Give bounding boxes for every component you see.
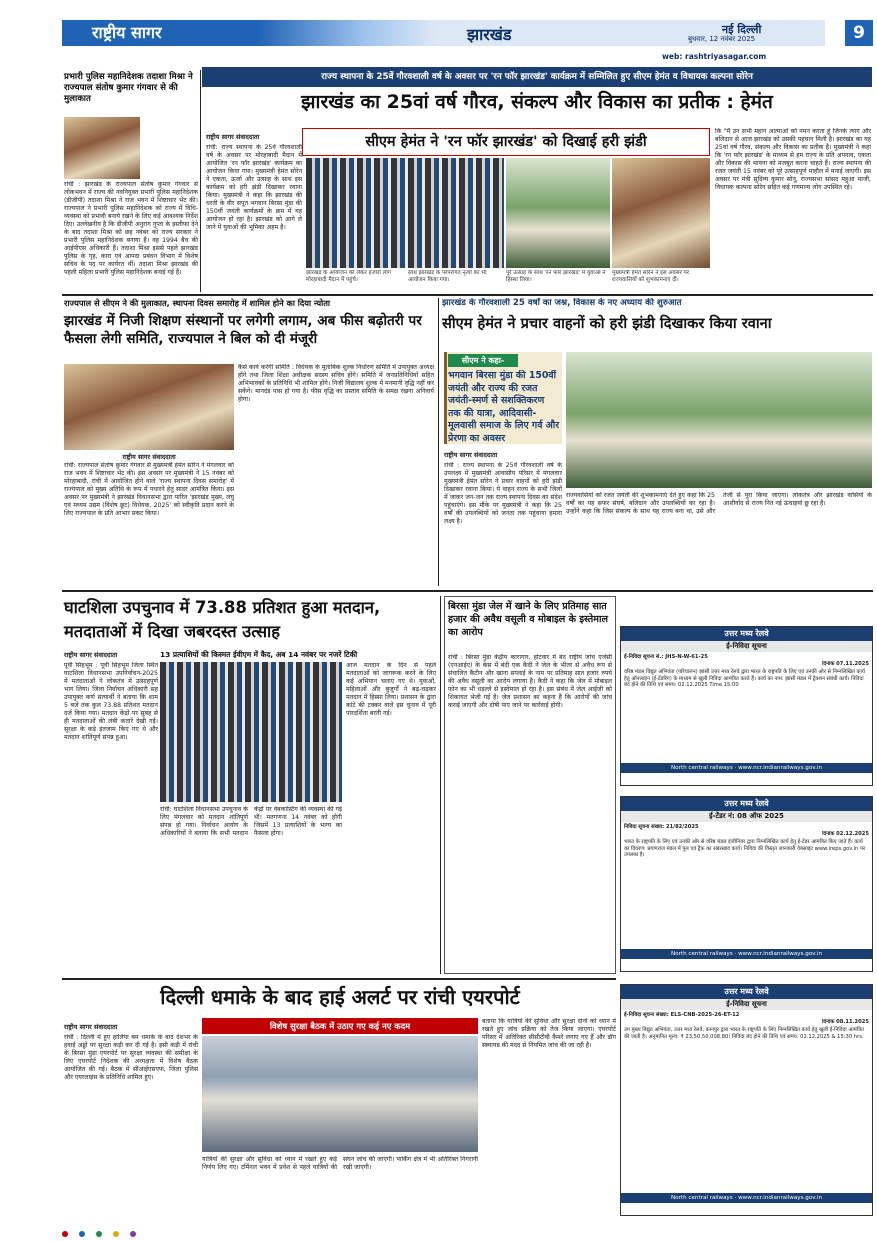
brand-logo: राष्ट्रीय सागर [62,20,257,46]
railway-ad-1-footer[interactable]: North central railways · www.ncr.indianrailways.gov.in [621,763,872,773]
ghatshila-body: पूर्वी सिंहभूम : पूर्वी सिंहभूम जिला स्थित घाटशिला विधानसभा उपनिर्वाचन-2025 में मतदाताओं ने लोकतंत्र में उत्साहपूर्ण भाग लिया। जिला निर्वाचन अधिकारी सह उपायुक्त कर्ण सत्यार्थी ने बताया कि शाम 5 बजे तक कुल 73.88 प्रतिशत मतदान दर्ज किया गया। मतदान केंद्रों पर सुबह से ही मतदाताओं की लंबी कतारें देखी गईं। सुरक्षा के कड़े इंतजाम किए गए थे और मतदान शांतिपूर्ण संपन्न हुआ। [64,662,158,741]
governor-body-left: रांची: राज्यपाल संतोष कुमार गंगवार से मुख्यमंत्री हेमंत सोरेन ने मंगलवार को राज भवन में शिष्टाचार भेंट की। इस अवसर पर मुख्यमंत्री ने 15 नवंबर को मोरहाबादी, रांची में आयोजित होने वाले 'राज्य स्थापना दिवस समारोह' में राज्यपाल को मुख्य अतिथि के रूप में पधारने हेतु सादर आमंत्रित किया। इस अवसर पर मुख्यमंत्री ने झारखंड विधानसभा द्वारा पारित 'झारखंड मुख्य, लघु एवं मध्यम उद्यम (विशेष छूट) विधेयक, 2025' को स्वीकृति प्रदान करने के लिए राज्यपाल के प्रति आभार प्रकट किया। [64,462,234,517]
vehicles-headline: सीएम हेमंत ने प्रचार वाहनों को हरी झंडी दिखाकर किया रवाना [442,315,772,332]
railway-ad-3 [620,984,873,1216]
airport-body: रांची : दिल्ली में हुए हालिया बम धमाके के बाद देशभर के हवाई अड्डों पर सुरक्षा कड़ी कर दी गई है। इसी कड़ी में रांची के बिरसा मुंडा एयरपोर्ट पर सुरक्षा व्यवस्था की समीक्षा के लिए एयरपोर्ट निदेशक की अध्यक्षता में विशेष बैठक आयोजित की गई। बैठक में सीआईएसएफ, जिला पुलिस और एयरलाइंस के प्रतिनिधि शामिल हुए। [64,1034,198,1081]
airport-byline: राष्ट्रीय सागर संवाददाता [64,1023,118,1031]
column-divider [440,596,441,974]
lead-caption-2: साथ झारखंड के परंपरागत नृत्यों का भी आयोजन किया गया। [408,270,487,283]
railway-ad-3-title: ई-निविदा सूचना [621,999,872,1010]
section-rule [62,590,873,592]
footer-dot [113,1231,119,1237]
railway-ad-1-date: दिनांक 07.11.2025 [822,660,869,667]
section-title: झारखंड [467,25,512,44]
column-divider [200,70,201,292]
vehicles-byline: राष्ट्रीय सागर संवाददाता [444,451,498,459]
edition-date: बुधवार, 12 नवंबर 2025 [688,35,756,43]
railway-ad-1-notice-no: ई-निविदा सूचना सं.: JHS-N-W-61-25 [624,654,708,660]
lead-photo-crowd [306,158,504,268]
birsa-jail-body: रांची : बिरसा मुंडा केंद्रीय कारागार, होटवार में बंद राष्ट्रीय जांच एजेंसी (एनआईए) के केस में बंदी एक कैदी ने जेल के भीतर से अवैध रूप से संचालित कैंटीन और खाना सप्लाई के नाम पर प्रतिमाह सात हजार रुपये की अवैध वसूली का आरोप लगाया है। कैदी ने कहा कि जेल में मोबाइल फोन का भी धड़ल्ले से इस्तेमाल हो रहा है। इस संबंध में जेल आईजी को शिकायत भेजी गई है। जेल प्रशासन का कहना है कि आरोपों की जांच कराई जाएगी और दोषी पाए जाने पर कार्रवाई होगी। [448,654,612,709]
airport-body-mid: यात्रियों की सुरक्षा और सुविधा को ध्यान में रखते हुए कई निर्णय लिए गए। टर्मिनल भवन में प्रवेश से पहले यात्रियों की सघन जांच की जाएगी। पार्किंग क्षेत्र में भी अतिरिक्त निगरानी रखी जाएगी। [202,1156,478,1171]
railway-ad-1 [620,626,873,786]
lead-caption-4: मुख्यमंत्री हेमंत सोरेन ने इस अवसर पर राज्यवासियों को शुभकामनाएं दीं। [612,270,690,283]
page-number: 9 [845,20,873,46]
lead-subheadline: सीएम हेमंत ने 'रन फॉर झारखंड' को दिखाई हरी झंडी [365,134,647,150]
governor-headline: झारखंड में निजी शिक्षण संस्थानों पर लगेगी लगाम, अब फीस बढ़ोतरी पर फैसला लेगी समिति, राज्यपाल ने बिल को दी मंजूरी [64,313,422,347]
railway-ad-3-org: उत्तर मध्य रेलवे [621,985,872,999]
governor-photo [64,364,234,450]
railway-ad-1-title: ई-निविदा सूचना [621,641,872,652]
footer-dot [96,1231,102,1237]
ghatshila-photo-banner: 13 प्रत्याशियों की किस्मत ईवीएम में कैद, अब 14 नवंबर पर नजरें टिकी [160,650,358,659]
railway-ad-2-title: ई-टेंडर नं: 08 ऑफ 2025 [621,811,872,822]
dgp-story-photo [64,117,140,179]
vehicles-quote: भगवान बिरसा मुंडा की 150वीं जयंती और राज्य की रजत जयंती-स्मर्ण से सशक्तिकरण तक की यात्रा, आदिवासी-मूलवासी समाज के लिए गर्व और प्रेरणा का अवसर [448,370,560,444]
railway-ad-1-org: उत्तर मध्य रेलवे [621,627,872,641]
railway-ad-2-footer[interactable]: North central railways · www.ncr.indianrailways.gov.in [621,949,872,959]
railway-ad-2 [620,796,873,972]
footer-dot [79,1231,85,1237]
lead-caption-1: झारखंड के आयोजन को लेकर हजारों लोग मोरहाबादी मैदान में पहुंचे। [306,270,391,283]
vehicles-kicker: झारखंड के गौरवशाली 25 वर्षों का जश्न, विकास के नए अध्याय की शुरुआत [442,298,682,308]
railway-ad-2-org: उत्तर मध्य रेलवे [621,797,872,811]
vehicles-body-right: राज्यवासियों को रजत जयंती की शुभकामनाएं देते हुए कहा कि 25 वर्षों का यह सफर संघर्ष, बलिदान और उपलब्धियों का रहा है। उन्होंने कहा कि जिस संकल्प के साथ यह राज्य बना था, उसे और तेजी से पूरा किया जाएगा। लोकतंत्र और झारखंड वासियों के आशीर्वाद से राज्य नित नई ऊंचाइयां छू रहा है। [566,492,872,515]
airport-photo-banner: विशेष सुरक्षा बैठक में उठाए गए कई नए कदम [202,1018,478,1034]
railway-ad-3-footer[interactable]: North central railways · www.ncr.indianrailways.gov.in [621,1193,872,1203]
airport-body-right: बताया कि यात्रियों की सुविधा और सुरक्षा दोनों को ध्यान में रखते हुए जांच प्रक्रिया को तेज किया जाएगा। एयरपोर्ट परिसर में अतिरिक्त सीसीटीवी कैमरे लगाए गए हैं और डॉग स्क्वायड की मदद से नियमित जांच की जा रही है। [482,1018,616,1049]
section-rule [62,294,873,296]
governor-kicker: राज्यपाल से सीएम ने की मुलाकात, स्थापना दिवस समारोह में शामिल होने का दिया न्योता [64,298,331,308]
ghatshila-byline: राष्ट्रीय सागर संवाददाता [64,651,118,659]
lead-tag-banner: राज्य स्थापना के 25वें गौरवशाली वर्ष के अवसर पर 'रन फॉर झारखंड' कार्यक्रम में सम्मिलित हुए सीएम हेमंत व विधायक कल्पना सोरेन [202,67,872,87]
ghatshila-headline: घाटशिला उपचुनाव में 73.88 प्रतिशत हुआ मतदान, मतदाताओं में दिखा जबरदस्त उत्साह [64,598,381,641]
section-rule [62,978,616,980]
lead-caption-3: पूरे उत्साह के साथ 'रन फॉर झारखंड' में युवाओं ने हिस्सा लिया। [506,270,606,283]
airport-meeting-photo [202,1036,478,1152]
railway-ad-3-notice-no: ई-निविदा सूचना संख्या: ELS-CNB-2025-26-ET-12 [624,1012,740,1018]
ghatshila-body-right: आज मतदान के दिन से पहले मतदाताओं को जागरूक करने के लिए कई अभियान चलाए गए थे। युवाओं, महिलाओं और बुजुर्गों ने बढ़-चढ़कर मतदान में हिस्सा लिया। प्रशासन के द्वारा कांटे की टक्कर वाले इस चुनाव में पूरी पारदर्शिता बरती गई। [346,662,436,717]
railway-ad-2-notice-no: निविदा सूचना संख्या: 21/82/2025 [624,824,699,830]
lead-headline: झारखंड का 25वां वर्ष गौरव, संकल्प और विकास का प्रतीक : हेमंत [301,91,773,113]
governor-body-right: कैसे कार्य करेगी समिति : विधेयक के मुताबिक शुल्क निर्धारण समिति में उपायुक्त अध्यक्ष होंगे तथा जिला शिक्षा अधीक्षक सदस्य सचिव होंगे। समिति में जनप्रतिनिधियों सहित अभिभावकों के प्रतिनिधि भी शामिल होंगे। निजी विद्यालय शुल्क में मनमानी वृद्धि नहीं कर सकेंगे। मानदंड पास हो गया है। फीस वृद्धि का प्रस्ताव समिति के समक्ष रखना अनिवार्य होगा। [238,364,434,403]
railway-ad-2-date: दिनांक 02.12.2025 [822,830,869,837]
website-link[interactable]: web: rashtriyasagar.com [662,52,767,61]
lead-byline: राष्ट्रीय सागर संवाददाता [206,133,260,141]
masthead [62,20,877,64]
birsa-jail-headline: बिरसा मुंडा जेल में खाने के लिए प्रतिमाह सात हजार की अवैध वसूली व मोबाइल के इस्तेमाल का आरोप [448,601,608,638]
lead-right-column: कि "मैं उन सभी महान आत्माओं को नमन करता हूं जिनके त्याग और बलिदान से आज झारखंड को उसकी पहचान मिली है। झारखंड का यह 25वां वर्ष गौरव, संकल्प और विकास का प्रतीक है। मुख्यमंत्री ने कहा कि 'रन फॉर झारखंड' के माध्यम से हम राज्य के प्रति अपनत्व, एकता और विकास की भावना को मजबूत करना चाहते हैं। राज्य स्थापना की रजत जयंती 15 नवंबर को पूरे उत्साहपूर्ण माहौल में मनाई जाएगी। इस अवसर पर मंत्री सुदिव्य कुमार सोनू, राज्यसभा सांसद महुआ माजी, विधायक कल्पना सोरेन सहित कई गणमान्य लोग उपस्थित रहे। [715,128,871,191]
dgp-story-headline: प्रभारी पुलिस महानिदेशक तदाशा मिश्रा ने राज्यपाल संतोष कुमार गंगवार से की मुलाकात [64,72,193,104]
ghatshila-photo [160,662,342,802]
lead-photo-run [506,158,610,268]
dgp-story-body: रांची : झारखंड के राज्यपाल संतोष कुमार गंगवार से लोकभवन में राज्य की नवनियुक्त प्रभारी पुलिस महानिदेशक (डीजीपी) तदाशा मिश्रा ने राज भवन में शिष्टाचार भेंट की। राज्यपाल ने प्रभारी पुलिस महानिदेशक को राज्य में विधि-व्यवस्था को प्रभावी बनाये रखने के लिए कई आवश्यक निर्देश दिए। उल्लेखनीय है कि डीजीपी अनुराग गुप्ता के इस्तीफा देने के बाद तदाशा मिश्रा को छह नवंबर को राज्य सरकार ने प्रभारी पुलिस महानिदेशक बनाया है। वह 1994 बैच की आईपीएस अधिकारी हैं। तदाशा मिश्रा इससे पहले झारखंड पुलिस के गृह, कारा एवं आपदा प्रबंधन विभाग में विशेष सचिव के पद पर कार्यरत थीं। तदाशा मिश्रा झारखंड की पहली महिला प्रभारी पुलिस महानिदेशक बनाई गई हैं। [64,181,198,276]
header-gradient [257,20,437,46]
airport-headline: दिल्ली धमाके के बाद हाई अलर्ट पर रांची एयरपोर्ट [160,985,520,1009]
vehicles-quote-tab: सीएम ने कहा- [448,354,518,367]
ghatshila-body-mid: रांची: घाटशिला विधानसभा उपचुनाव के लिए मंगलवार को मतदान शांतिपूर्ण संपन्न हो गया। निर्वाचन आयोग के अधिकारियों ने बताया कि सभी मतदान केंद्रों पर वेबकास्टिंग की व्यवस्था की गई थी। मतगणना 14 नवंबर को होगी जिसमें 13 प्रत्याशियों के भाग्य का फैसला होगा। [160,806,342,837]
column-divider [438,298,439,586]
governor-photo-caption: राष्ट्रीय सागर संवाददाता [122,453,176,461]
railway-ad-3-date: दिनांक 08.11.2025 [822,1018,869,1025]
lead-photo-cm [612,158,710,268]
footer-color-bar [62,1222,877,1232]
footer-dot [62,1231,68,1237]
edition-city: नई दिल्ली [722,23,762,36]
vehicles-body: रांची : राज्य स्थापना के 25वें गौरवशाली वर्ष के उपलक्ष्य में मुख्यमंत्री आवासीय परिसर में मंगलवार मुख्यमंत्री हेमंत सोरेन ने प्रचार वाहनों को हरी झंडी दिखाकर रवाना किया। ये वाहन राज्य के सभी जिलों में जाकर जन-जन तक राज्य स्थापना दिवस का संदेश पहुंचाएंगे। इस मौके पर मुख्यमंत्री ने कहा कि 25 वर्षों की उपलब्धियों को जनता तक पहुंचाना हमारा लक्ष्य है। [444,462,562,525]
railway-ad-1-body: वरिष्ठ मंडल विद्युत अभियंता (परिचालन) झांसी उत्तर मध्य रेलवे द्वारा भारत के राष्ट्रपति के लिए एवं उनकी ओर से निम्नलिखित कार्य हेतु ऑनलाइन (ई-टेंडरिंग) के माध्यम से खुली निविदा आमंत्रित करते हैं। कार्य का नाम: झांसी मंडल में ट्रैक्शन संबंधी कार्य। निविदा बंद होने की तिथि एवं समय: 02.12.2025 Time 15:00 [624,669,865,689]
lead-body: रांची: राज्य स्थापना के 25वें गौरवशाली वर्ष के अवसर पर मोरहाबादी मैदान में आयोजित 'रन फॉर झारखंड' कार्यक्रम का आयोजन किया गया। मुख्यमंत्री हेमंत सोरेन ने एकता, ऊर्जा और उत्साह के साथ इस कार्यक्रम को हरी झंडी दिखाकर रवाना किया। मुख्यमंत्री ने कहा कि झारखंड की धरती के वीर सपूत भगवान बिरसा मुंडा की 150वीं जयंती कार्यक्रमों के क्रम में यह आयोजन हो रहा है। झारखंड को आगे ले जाने में युवाओं की भूमिका अहम है। [206,144,302,231]
railway-ad-2-body: भारत के राष्ट्रपति के लिए एवं उनकी ओर से वरिष्ठ मंडल इंजीनियर द्वारा निम्नलिखित कार्य हेतु ई-टेंडर आमंत्रित किए जाते हैं। कार्य का विवरण: प्रयागराज मंडल में पुल एवं ट्रैक का रखरखाव कार्य। निविदा की विस्तृत जानकारी वेबसाइट www.ireps.gov.in पर उपलब्ध है। [624,839,866,859]
vehicles-photo [566,352,872,488]
footer-dot [130,1231,136,1237]
railway-ad-3-body: उप मुख्य विद्युत अभियंता, उत्तर मध्य रेलवे, कानपुर द्वारा भारत के राष्ट्रपति के लिए निम्नलिखित कार्य हेतु खुली ई-निविदा आमंत्रित की जाती है। अनुमानित मूल्य: ₹ 23,50,50,008.80। निविदा बंद होने की तिथि एवं समय: 02.12.2025 & 15:30 hrs. [624,1027,864,1040]
